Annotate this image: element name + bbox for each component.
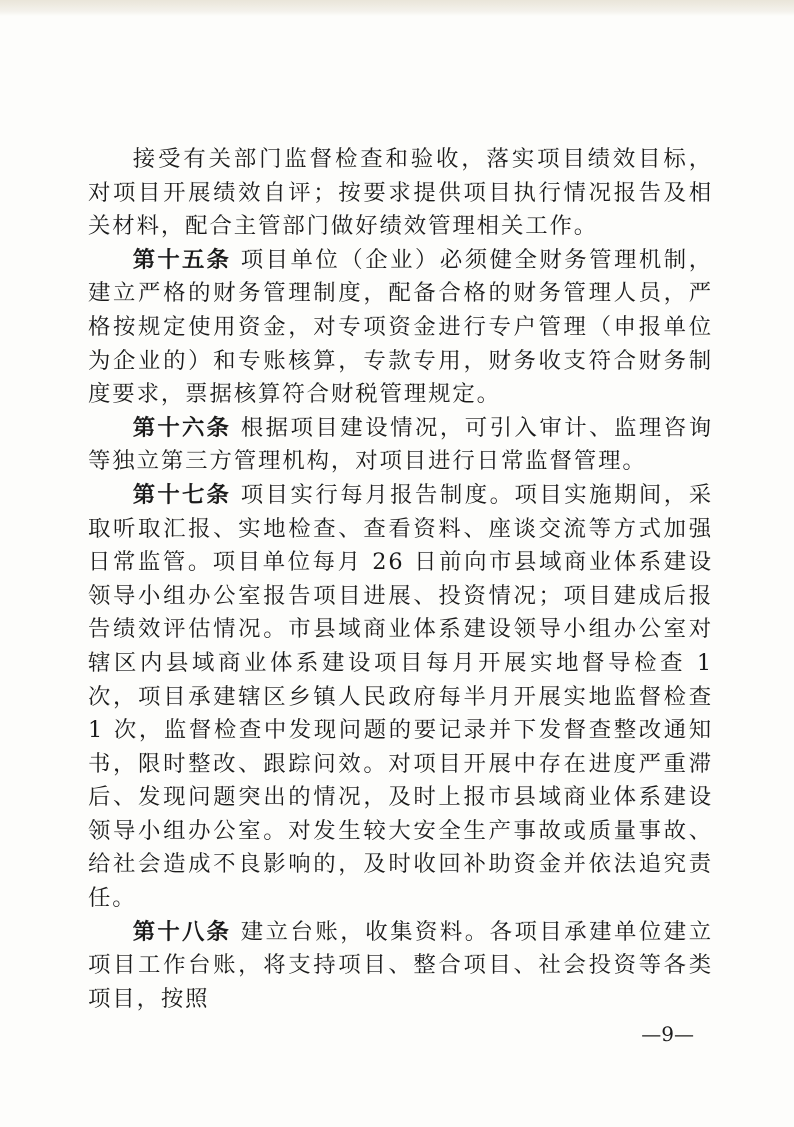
article-15 [88,244,713,412]
scan-top-edge [0,0,794,16]
article-17 [88,479,713,916]
page-number: —9— [641,1022,694,1046]
article-number: 第十五条 [132,246,232,273]
article-16 [88,412,713,479]
document-body [88,143,713,1016]
paragraph-text: 根据项目建设情况，可引入审计、监理咨询等独立第三方管理机构，对项目进行日常监督管理。 [88,414,713,475]
paragraph-text: 项目单位（企业）必须健全财务管理机制，建立严格的财务管理制度，配备合格的财务管理人员，严格按规定使用资金，对专项资金进行专户管理（申报单位为企业的）和专账核算，专款专用，财务收支符合财务制度要求，票据核算符合财税管理规定。 [88,246,713,408]
paragraph-text: 建立台账，收集资料。各项目承建单位建立项目工作台账，将支持项目、整合项目、社会投资等各类项目，按照 [88,918,713,1012]
paragraph-text: 接受有关部门监督检查和验收，落实项目绩效目标，对项目开展绩效自评；按要求提供项目执行情况报告及相关材料，配合主管部门做好绩效管理相关工作。 [88,146,713,240]
article-number: 第十六条 [132,414,232,441]
article-number: 第十八条 [132,918,232,945]
paragraph-continuation [88,143,713,244]
article-number: 第十七条 [132,481,232,508]
paragraph-text: 项目实行每月报告制度。项目实施期间，采取听取汇报、实地检查、查看资料、座谈交流等方式加强日常监管。项目单位每月 26 日前向市县域商业体系建设领导小组办公室报告项目进展、投资情况；项目建成后报告绩效评估情况。市县域商业体系建设领导小组办公室对辖区内县域商业体系建设项目每月开展实地督导检查 1 次，项目承建辖区乡镇人民政府每半月开展实地监督检查 1 次，监督检查中发现问题的要记录并下发督查整改通知书，限时整改、跟踪问效。对项目开展中存在进度严重滞后、发现问题突出的情况，及时上报市县域商业体系建设领导小组办公室。对发生较大安全生产事故或质量事故、给社会造成不良影响的，及时收回补助资金并依法追究责任。 [88,481,713,912]
article-18 [88,916,713,1017]
